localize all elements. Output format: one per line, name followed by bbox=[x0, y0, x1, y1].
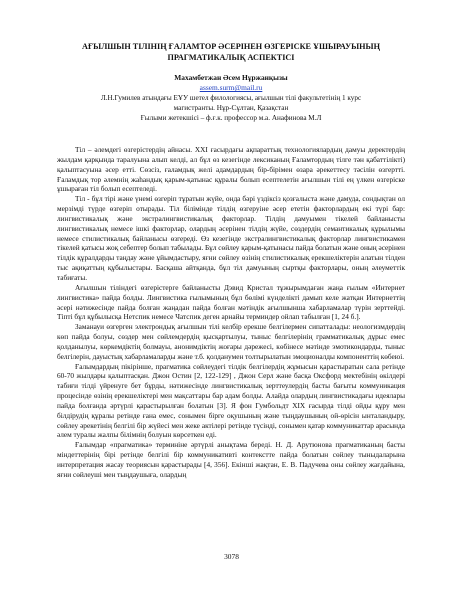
title-line-2: ПРАГМАТИКАЛЫҚ АСПЕКТІСІ bbox=[167, 53, 295, 62]
affiliation bbox=[57, 93, 405, 123]
affiliation-line-1: Л.Н.Гумилев атындағы ЕҰУ шетел филологиясы, ағылшын тілі факультетінің 1 курс bbox=[100, 94, 362, 102]
paper-body bbox=[57, 145, 405, 480]
author-name: Махамбетжан Әсем Нұржанқызы bbox=[174, 73, 288, 82]
paper-title bbox=[57, 41, 405, 63]
page-number: 3078 bbox=[224, 552, 239, 561]
title-line-1: АҒЫЛШЫН ТІЛІНІҢ ҒАЛАМТОР ӘСЕРІНЕН ӨЗГЕРІСКЕ ҰШЫРАУЫНЫҢ bbox=[82, 42, 380, 51]
body-paragraph: Ғалымдардың пікірінше, прагматика сөйлеудегі тілдік белгілердің жұмысын қарастыратын сала ретінде 60-70 жылдары қалыптасқан. Джон Остин [2, 122-129] , Джон Серл және басқа Оксфорд мектебінің өкілдері табиғи тілді үйренуге бет бұрды, нәтижесінде лингвистикалық зерттеулердің басты бағыты коммуникация процесінде өзінің ерекшеліктері мен мақсаттары бар адам болды. Алайда олардың лингвистикадағы идеялары пайда болғанда әртүрлі қарастырылған болатын [3]. Я фон Гумбольдт XIX ғасырда тілді ойды құру мен білдірудің құралы ретінде ғана емес, сонымен бірге оқушының және тыңдаушының ой-өрісін ынталандыру, сөйлеу әрекетінің белгілі бір жүйесі мен жеке актілері ретінде түсінді, сонымен қатар коммуникаттар арасында әлем туралы жалпы білімнің болуын көрсеткен еді. bbox=[57, 361, 405, 440]
body-paragraph: Заманауи өзгерген электрондық ағылшын тілі келбір ерекше белгілермен сипатталады: неологизмдердің көп пайда болуы, сөздер мен сөйлемдердің қысқартылуы, тыныс белгілерінің грамматикалық дұрыс емес қолданылуы, көркемдіктің болмауы, анонимдіктің жоғары дәрежесі, көбінесе мәтінде эмотикондарды, тыныс белгілерін, дауыстық хабарламаларды және т.б. қолданумен толтырылатын эмоционалды компоненттің көбеюі. bbox=[57, 322, 405, 361]
body-paragraph: Тіл - бұл тірі және үнемі өзгеріп тұратын жүйе, онда бәрі үздіксіз қозғалыста және дамуда, сондықтан ол мерзімді түрде өзгеріп отырады. Тіл білімінде тілдің өзгеруіне әсер ететін факторлардың екі түрі бар: лингвистикалық және экстралингвистикалық факторлар. Тілдің дамуымен тікелей байланысты лингвистикалық немесе ішкі факторлар, олардың әсерінен тілдің жүйе, сөздердің семантикалық құрылымы немесе стилистикалық байланысы өзгереді. Өз кезегінде экстралингвистикалық факторлар лингвистикамен тікелей қатысы жоқ себептер болып табылады. Бұл сөйлеу қарым-қатынасы пайда болатын және оның әсерінен тілдік құралдарды таңдау және ұйымдастыру, яғни сөйлеу өзінің стилистикалық ерекшеліктерін алатын тілден тыс ақиқаттың құбылыстары. Басқаша айтқанда, бұл тіл дамуының сыртқы факторлары, оның әлеуметтік табиғаты. bbox=[57, 194, 406, 282]
body-paragraph: Тіл – әлемдегі өзгерістердің айнасы. XXI ғасырдағы ақпараттық технологиялардың дамуы деректердің жылдам қарқында таралуына алып келді, ал бұл өз кезегінде лексиканың Ғаламтордың тілге тән қабаттілікті) қалыптасуына әсер етті. Сөзсіз, ғаламдық желі адамдардың бір-бірімен өзара әрекеттесу тәсілін өзгертті. Ғаламдық тор әлемнің жаһандық қарым-қатынас құралы болып есептелетін ағылшын тілі ең үлкен өзгеріске ұшыраған тіл болып есептеледі. bbox=[57, 145, 405, 194]
body-paragraph: Ағылшын тіліндегі өзгерістерге байланысты Дэвид Кристал тұжырымдаған жаңа ғылым «Интернет лингвистика» пайда болды. Лингвистика ғылымының бұл бөлімі күнделікті дамып келе жатқан Интернеттің әсері нәтижесінде пайда болған жаңадан пайда болған мәтіндік ағылшынша хабарламалар түрін зерттейді. Тіпті бұл құбылысқа Нетспик немесе Чатспик деген арнайы терминдер ойлап табылған [1, 24 б.]. bbox=[57, 282, 405, 322]
supervisor-line: Ғылыми жетекшісі – ф.ғ.к. профессор м.а. Анафинова М.Л bbox=[140, 114, 322, 122]
body-paragraph: Ғалымдар «прагматика» терминіне әртүрлі анықтама береді. Н. Д. Арутюнова прагматиканың басты міндеттерінің бірі ретінде белгілі бір коммуникативті контекстте пайда болатын сөйлеу тыныдаларына интерпретация жасау теориясын қарастырады [4, 356]. Екінші жақтан, Е. В. Падучева оны сөйлеу жағдайына, яғни сөйлеуші мен тыңдаушыға, олардың bbox=[57, 440, 405, 479]
affiliation-line-2: магистранты. Нұр-Сұлтан, Қазақстан bbox=[173, 104, 289, 112]
author-email-link[interactable]: assem.surm@mail.ru bbox=[199, 83, 263, 92]
